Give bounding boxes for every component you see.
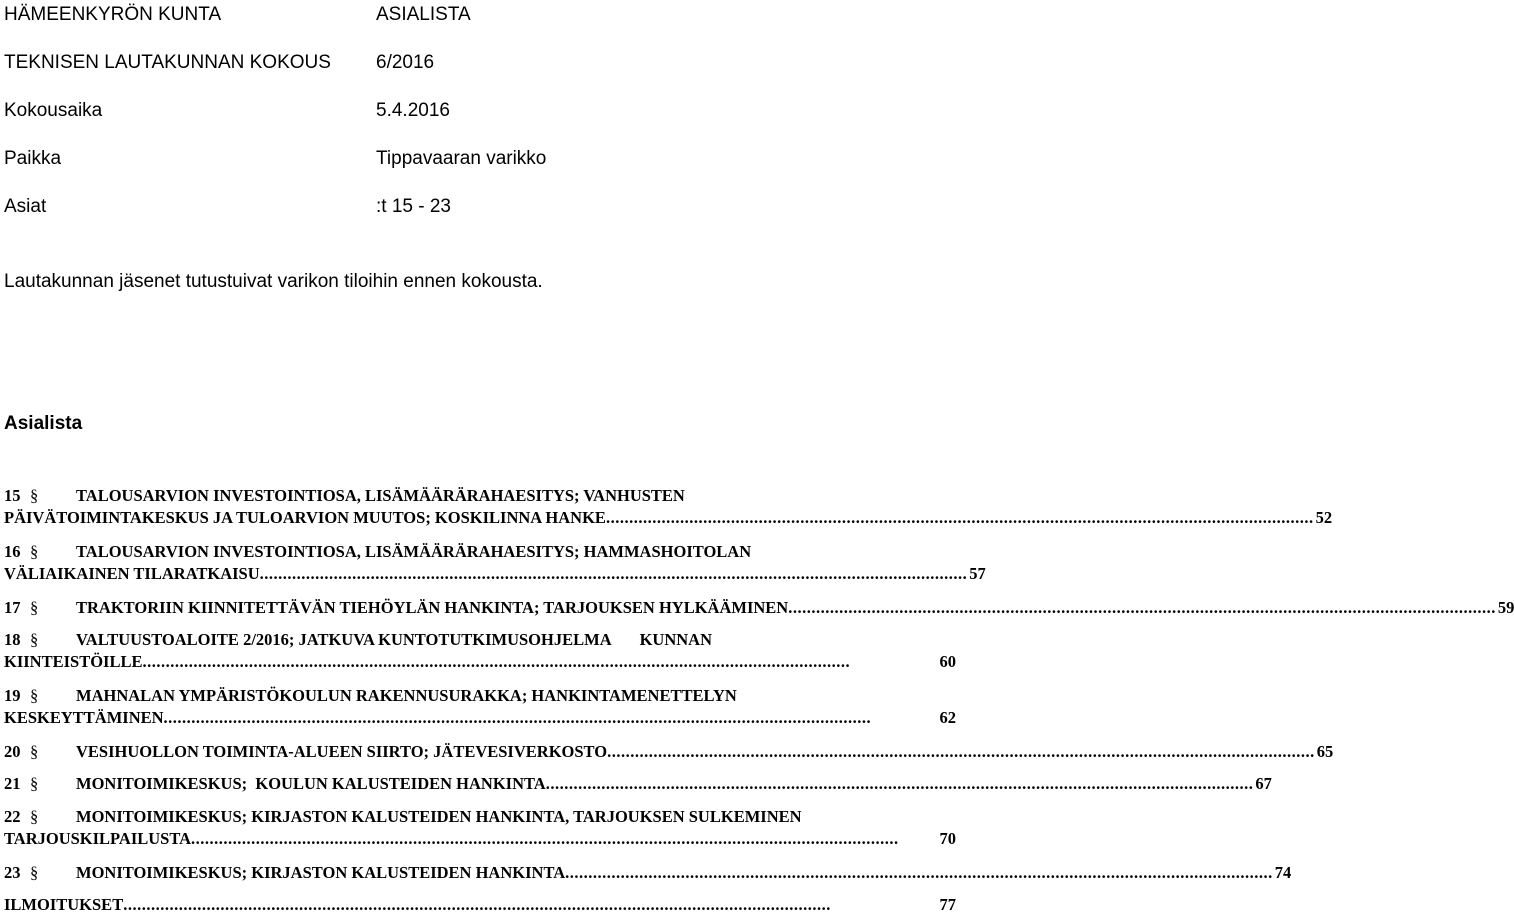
paragraph-sign: § <box>30 542 39 561</box>
toc-item-15[interactable] <box>4 485 1333 529</box>
municipality-name: HÄMEENKYRÖN KUNTA <box>4 4 222 25</box>
toc-item-17[interactable] <box>4 597 1514 619</box>
item-title-line1: TALOUSARVION INVESTOINTIOSA, LISÄMÄÄRÄRAHAESITYS; VANHUSTEN <box>76 486 685 505</box>
dot-leader: ......................................................................................................................................................... <box>607 742 1315 761</box>
notices-label: ILMOITUKSET <box>4 895 124 914</box>
item-title-line1: MONITOIMIKESKUS; KIRJASTON KALUSTEIDEN HANKINTA, TARJOUKSEN SULKEMINEN <box>76 807 802 826</box>
dot-leader: ......................................................................................................................................................... <box>191 829 899 848</box>
meeting-number: 6/2016 <box>376 52 435 73</box>
item-title-line1: MONITOIMIKESKUS; KOULUN KALUSTEIDEN HANKINTA <box>76 774 546 793</box>
page-number: 60 <box>939 652 956 671</box>
toc-item-19[interactable] <box>4 685 956 729</box>
paragraph-sign: § <box>30 863 39 882</box>
item-number: 20 <box>4 742 21 761</box>
location-value: Tippavaaran varikko <box>376 148 547 169</box>
document-type: ASIALISTA <box>376 4 471 25</box>
item-title-line2: KESKEYTTÄMINEN <box>4 708 164 727</box>
item-number: 17 <box>4 598 21 617</box>
item-number: 21 <box>4 774 21 793</box>
paragraph-sign: § <box>30 807 39 826</box>
item-title-line2: KIINTEISTÖILLE <box>4 652 143 671</box>
toc-item-16[interactable] <box>4 541 986 585</box>
item-title-line1: VALTUUSTOALOITE 2/2016; JATKUVA KUNTOTUTKIMUSOHJELMA KUNNAN <box>76 630 712 649</box>
toc-notices[interactable] <box>4 894 956 916</box>
toc-item-18[interactable] <box>4 629 956 673</box>
dot-leader: ......................................................................................................................................................... <box>142 652 851 671</box>
page-number: 67 <box>1255 774 1272 793</box>
item-number: 15 <box>4 486 21 505</box>
page-number: 70 <box>939 829 956 848</box>
page-number: 52 <box>1315 508 1333 527</box>
paragraph-sign: § <box>30 742 39 761</box>
item-number: 16 <box>4 542 21 561</box>
meeting-time-label: Kokousaika <box>4 100 103 121</box>
page-number: 77 <box>939 895 956 914</box>
dot-leader: ......................................................................................................................................................... <box>605 508 1314 527</box>
item-number: 19 <box>4 686 21 705</box>
page-number: 59 <box>1497 598 1514 617</box>
item-title-line1: TALOUSARVION INVESTOINTIOSA, LISÄMÄÄRÄRAHAESITYS; HAMMASHOITOLAN <box>76 542 752 561</box>
items-range: :t 15 - 23 <box>376 196 451 217</box>
item-title-line2: VÄLIAIKAINEN TILARATKAISU <box>4 564 260 583</box>
dot-leader: ......................................................................................................................................................... <box>259 564 968 583</box>
paragraph-sign: § <box>30 630 39 649</box>
dot-leader: ......................................................................................................................................................... <box>123 895 831 914</box>
item-title-line1: TRAKTORIIN KIINNITETTÄVÄN TIEHÖYLÄN HANKINTA; TARJOUKSEN HYLKÄÄMINEN <box>76 598 789 617</box>
dot-leader: ......................................................................................................................................................... <box>545 774 1254 793</box>
meeting-name: TEKNISEN LAUTAKUNNAN KOKOUS <box>4 52 331 73</box>
dot-leader: ......................................................................................................................................................... <box>565 863 1273 882</box>
toc-item-22[interactable] <box>4 806 956 850</box>
paragraph-sign: § <box>30 686 39 705</box>
paragraph-sign: § <box>30 486 39 505</box>
dot-leader: ......................................................................................................................................................... <box>163 708 872 727</box>
page-number: 74 <box>1274 863 1292 882</box>
item-number: 22 <box>4 807 21 826</box>
paragraph-sign: § <box>30 774 39 793</box>
location-label: Paikka <box>4 148 62 169</box>
meeting-note: Lautakunnan jäsenet tutustuivat varikon tiloihin ennen kokousta. <box>4 271 543 292</box>
toc-item-21[interactable] <box>4 773 1272 795</box>
item-title-line1: MONITOIMIKESKUS; KIRJASTON KALUSTEIDEN HANKINTA <box>76 863 566 882</box>
toc-item-20[interactable] <box>4 741 1334 763</box>
page-number: 65 <box>1316 742 1334 761</box>
items-label: Asiat <box>4 196 47 217</box>
item-title-line2: TARJOUSKILPAILUSTA <box>4 829 192 848</box>
item-title-line2: PÄIVÄTOIMINTAKESKUS JA TULOARVION MUUTOS; KOSKILINNA HANKE <box>4 508 606 527</box>
toc-item-23[interactable] <box>4 862 1292 884</box>
item-title-line1: VESIHUOLLON TOIMINTA-ALUEEN SIIRTO; JÄTEVESIVERKOSTO <box>76 742 608 761</box>
agenda-title: Asialista <box>4 413 83 434</box>
item-title-line1: MAHNALAN YMPÄRISTÖKOULUN RAKENNUSURAKKA; HANKINTAMENETTELYN <box>76 686 737 705</box>
item-number: 23 <box>4 863 21 882</box>
page-number: 57 <box>969 564 986 583</box>
paragraph-sign: § <box>30 598 39 617</box>
meeting-date: 5.4.2016 <box>376 100 450 121</box>
item-number: 18 <box>4 630 21 649</box>
dot-leader: ......................................................................................................................................................... <box>788 598 1496 617</box>
page-number: 62 <box>939 708 956 727</box>
